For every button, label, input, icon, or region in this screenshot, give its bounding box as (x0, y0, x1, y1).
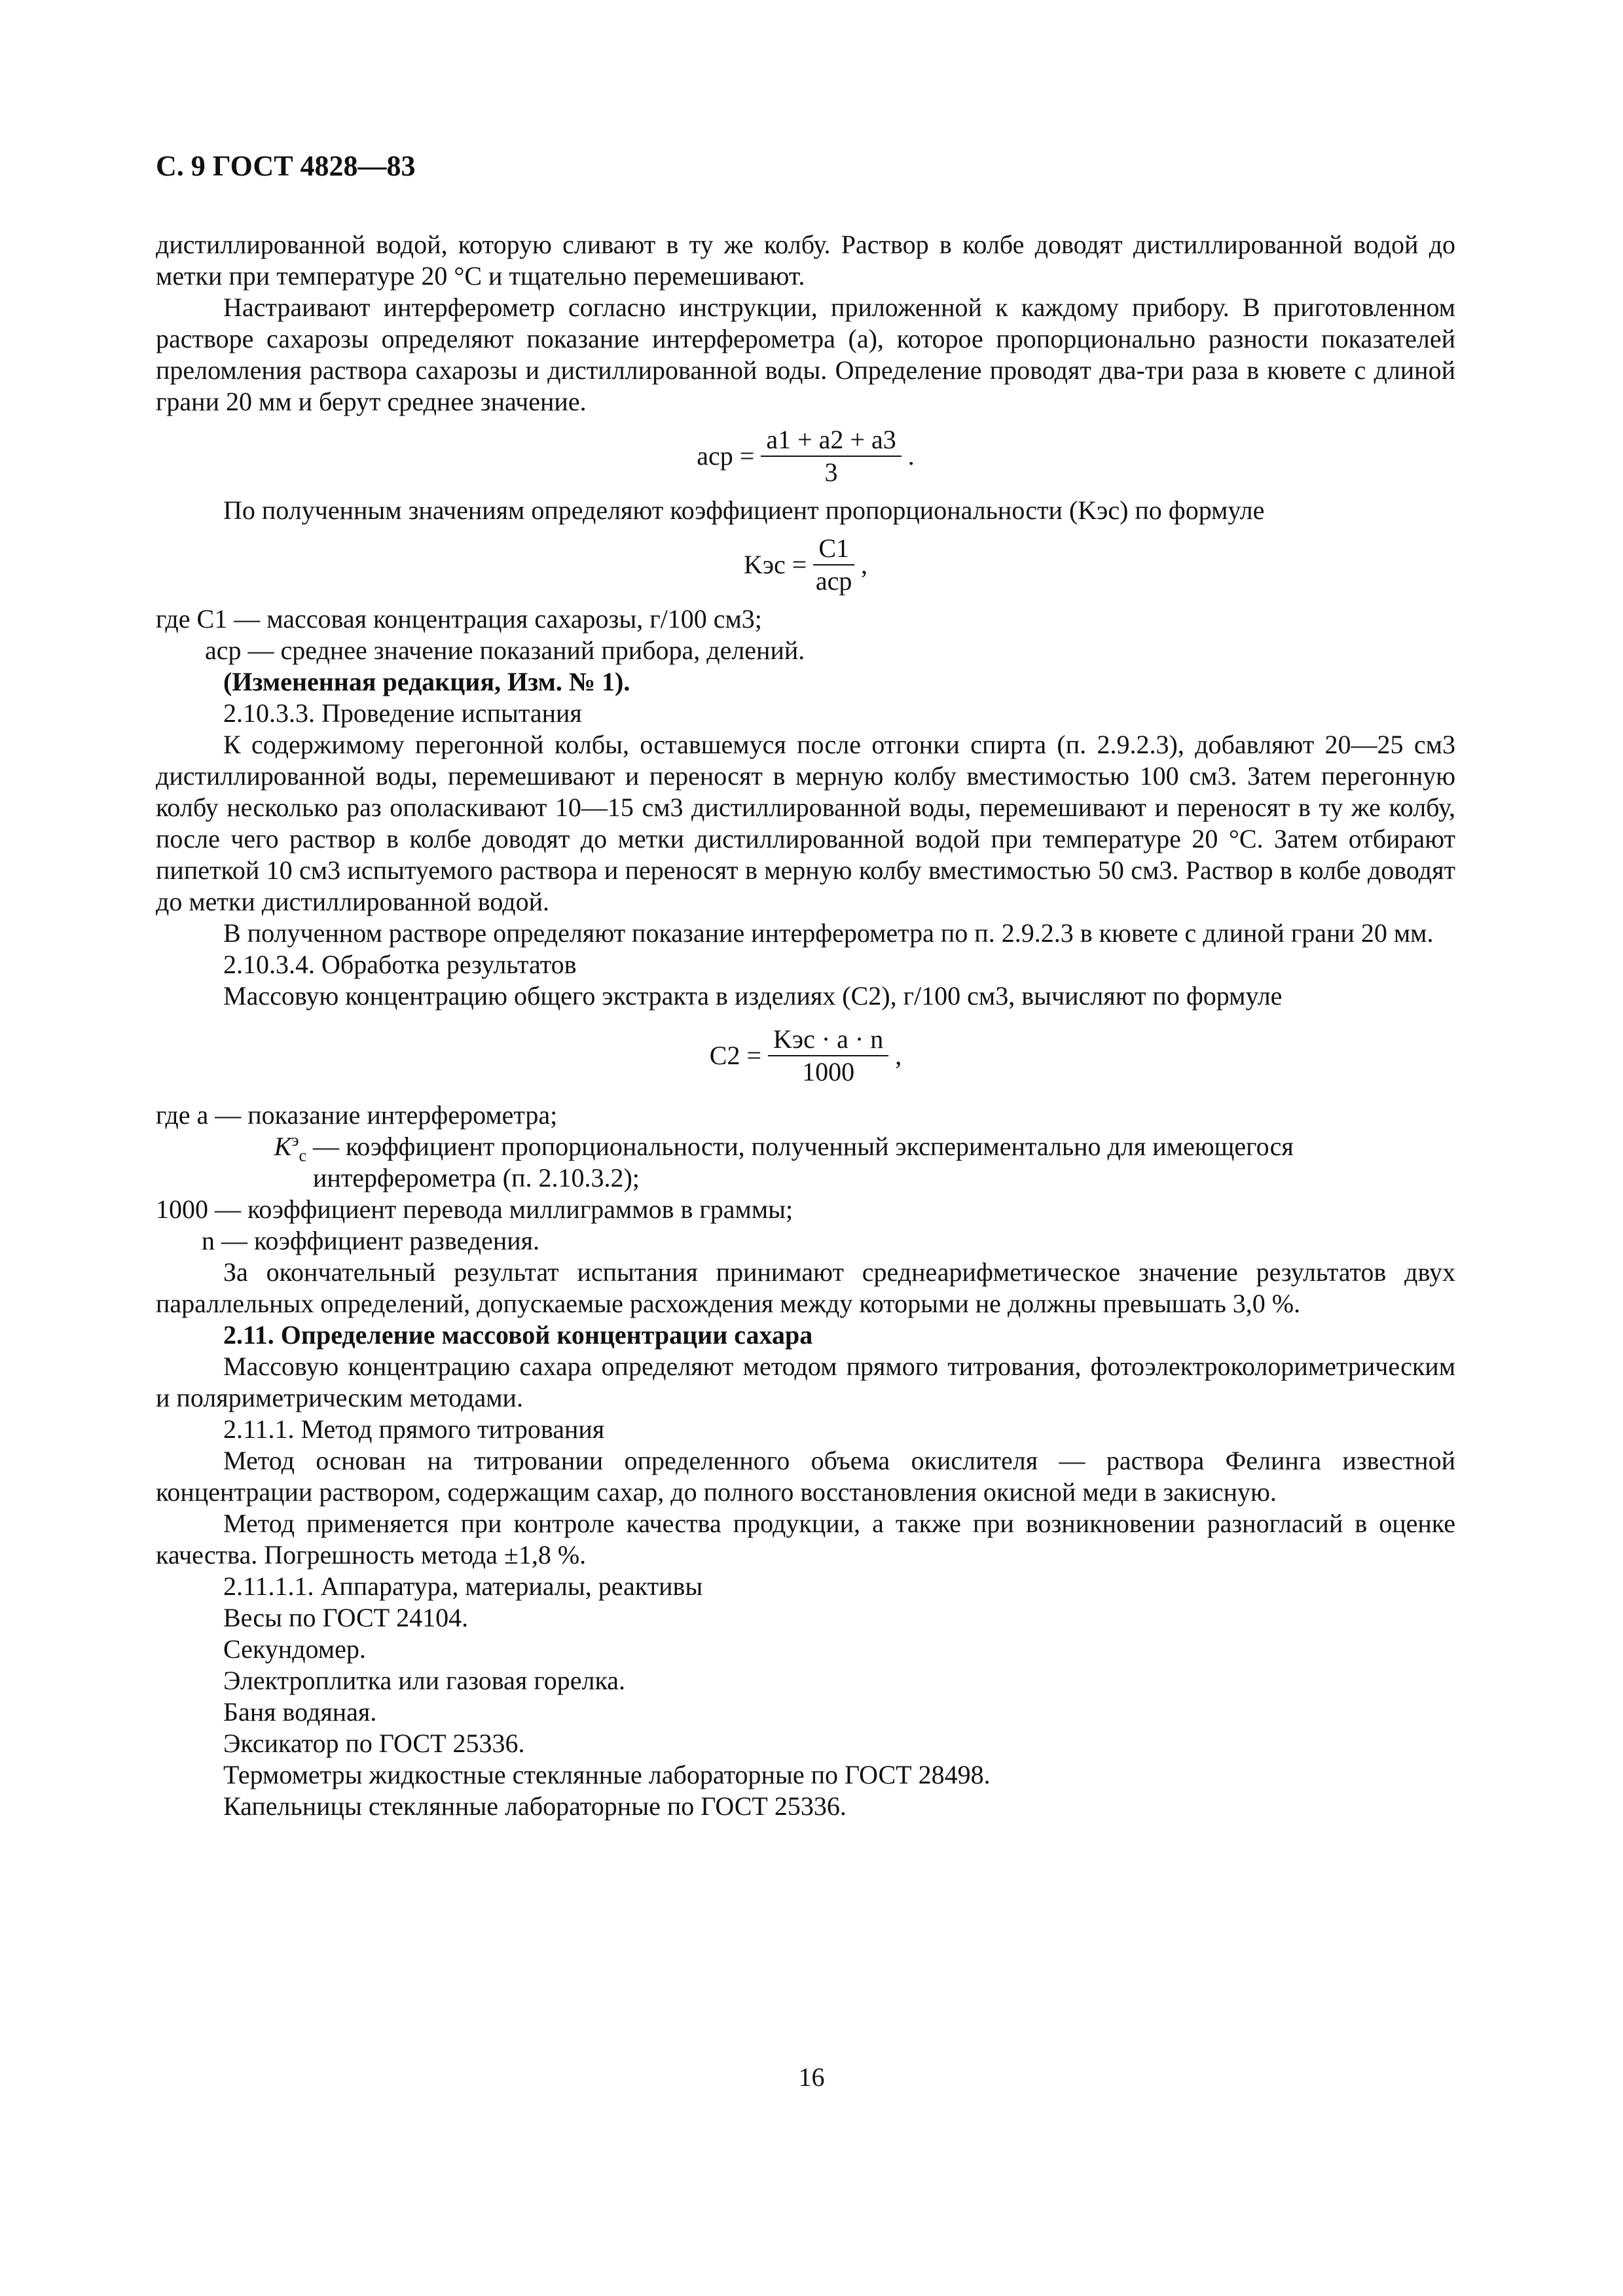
equipment-item: Весы по ГОСТ 24104. (223, 1603, 469, 1632)
formula-average (156, 425, 1455, 487)
paragraph-test-procedure: К содержимому перегонной колбы, оставшемуся после отгонки спирта (п. 2.9.2.3), добавляют 20—25 см3 дистиллированной воды, перемешивают и переносят в мерную колбу вместимостью 100 см3. Затем перегонную колбу несколько раз ополаскивают 10—15 см3 дистиллированной воды, перемешивают и переносят в ту же колбу, после чего раствор в колбе доводят до метки дистиллированной водой при температуре 20 °С. Затем отбирают пипеткой 10 см3 испытуемого раствора и переносят в мерную колбу вместимостью 50 см3. Раствор в колбе доводят до метки дистиллированной водой. (156, 730, 1455, 916)
legend-1000: 1000 — коэффициент перевода миллиграммов в граммы; (156, 1194, 793, 1224)
paragraph-method-usage: Метод применяется при контроле качества продукции, а также при возникновении разногласий в оценке качества. Погрешность метода ±1,8 %. (156, 1509, 1455, 1570)
page-number: 16 (798, 2062, 825, 2092)
equipment-item: Секундомер. (223, 1634, 366, 1664)
section-2-10-3-3: 2.10.3.3. Проведение испытания (223, 698, 582, 728)
formula-coefficient-numerator: C1 (813, 534, 854, 565)
formula-average-fraction (761, 425, 901, 487)
formula-average-lhs: aср = (697, 441, 755, 471)
equipment-item: Капельницы стеклянные лабораторные по ГОСТ 25336. (223, 1791, 847, 1821)
paragraph-final-result: За окончательный результат испытания принимают среднеарифметическое значение результатов двух параллельных определений, допускаемые расхождения между которыми не должны превышать 3,0 %. (156, 1257, 1455, 1318)
formula-extract-denominator: 1000 (802, 1057, 855, 1086)
section-2-10-3-4: 2.10.3.4. Обработка результатов (223, 950, 577, 979)
formula-extract-lhs: C2 = (709, 1041, 762, 1070)
legend-k (156, 1131, 1455, 1194)
equipment-item: Электроплитка или газовая горелка. (223, 1666, 626, 1695)
formula-average-end: . (907, 441, 915, 471)
page-body (156, 229, 1455, 1822)
formula-coefficient (156, 534, 1455, 596)
paragraph-extract-concentration: Массовую концентрацию общего экстракта в изделиях (C2), г/100 см3, вычисляют по формуле (223, 981, 1283, 1011)
formula-coefficient-fraction (813, 534, 854, 596)
equipment-list (156, 1602, 1455, 1822)
formula-average-numerator: a1 + a2 + a3 (761, 425, 901, 457)
legend-acp: aср — среднее значение показаний прибора, делений. (205, 636, 805, 665)
formula-coefficient-end: , (861, 550, 868, 579)
equipment-item: Термометры жидкостные стеклянные лабораторные по ГОСТ 28498. (223, 1760, 991, 1789)
legend-a: где а — показание интерферометра; (156, 1100, 558, 1130)
changed-edition-note: (Измененная редакция, Изм. № 1). (223, 667, 630, 696)
formula-coefficient-denominator: aср (815, 566, 852, 596)
formula-extract-fraction (768, 1025, 888, 1086)
formula-coefficient-lhs: Kэс = (743, 550, 807, 579)
formula-average-denominator: 3 (824, 457, 838, 487)
section-2-11-1-1: 2.11.1.1. Аппаратура, материалы, реактивы (223, 1571, 703, 1601)
equipment-item: Эксикатор по ГОСТ 25336. (223, 1729, 525, 1758)
legend-n: n — коэффициент разведения. (202, 1226, 540, 1255)
paragraph-coefficient-intro: По полученным значениям определяют коэффициент пропорциональности (Kэс) по формуле (223, 495, 1265, 525)
paragraph-sugar-methods: Массовую концентрацию сахара определяют методом прямого титрования, фотоэлектроколориметрическим и поляриметрическим методами. (156, 1352, 1455, 1412)
equipment-item: Баня водяная. (223, 1697, 377, 1727)
paragraph-interferometer-setup: Настраивают интерферометр согласно инструкции, приложенной к каждому прибору. В приготовленном растворе сахарозы определяют показание интерферометра (а), которое пропорционально разности показателей преломления раствора сахарозы и дистиллированной воды. Определение проводят два-три раза в кювете с длиной грани 20 мм и берут среднее значение. (156, 293, 1455, 416)
formula-extract-end: , (895, 1041, 902, 1070)
formula-extract-numerator: Kэс · a · n (768, 1025, 888, 1056)
paragraph-continuation: дистиллированной водой, которую сливают в ту же колбу. Раствор в колбе доводят дистиллированной водой до метки при температуре 20 °С и тщательно перемешивают. (156, 230, 1455, 291)
legend-c1: где C1 — массовая концентрация сахарозы, г/100 см3; (156, 604, 762, 634)
page-header: С. 9 ГОСТ 4828—83 (156, 150, 416, 182)
legend-k-symbol: $K^э_с$ (274, 1130, 306, 1165)
paragraph-interferometer-reading: В полученном растворе определяют показание интерферометра по п. 2.9.2.3 в кювете с длиной грани 20 мм. (223, 918, 1434, 948)
section-2-11-1: 2.11.1. Метод прямого титрования (223, 1414, 605, 1444)
paragraph-titration-basis: Метод основан на титровании определенного объема окислителя — раствора Фелинга известной концентрации раствором, содержащим сахар, до полного восстановления окисной меди в закисную. (156, 1446, 1455, 1507)
legend-k-text: — коэффициент пропорциональности, полученный экспериментально для имеющегося интерферометра (п. 2.10.3.2); (313, 1132, 1294, 1193)
section-2-11: 2.11. Определение массовой концентрации сахара (223, 1320, 813, 1350)
formula-extract (156, 1025, 1455, 1086)
